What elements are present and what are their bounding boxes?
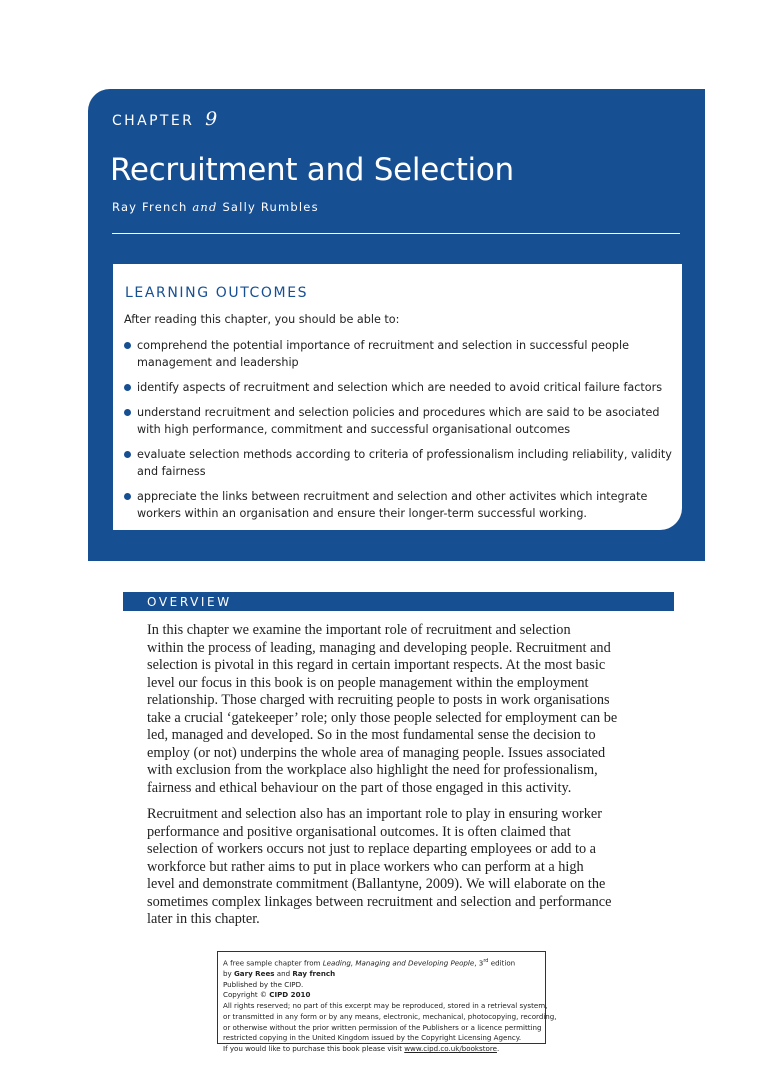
learning-outcome-item	[124, 379, 674, 396]
overview-line: In this chapter we examine the important role of recruitment and selection	[147, 622, 571, 638]
chapter-authors	[112, 200, 319, 214]
learning-outcomes-box	[113, 264, 682, 530]
chapter-number: 9	[205, 108, 218, 130]
overview-paragraph	[147, 622, 667, 797]
overview-line: relationship. Those charged with recruiting people to posts in work organisations	[147, 692, 610, 708]
footer-line-5: All rights reserved; no part of this excerpt may be reproduced, stored in a retrieval system,	[223, 1001, 548, 1011]
author-1: Ray French	[112, 200, 188, 214]
author-2: Sally Rumbles	[222, 200, 319, 214]
learning-outcome-line: identify aspects of recruitment and selection which are needed to avoid critical failure factors	[137, 381, 663, 394]
overview-paragraph	[147, 806, 667, 929]
overview-line: level our focus in this book is on people management within the employment	[147, 674, 589, 691]
overview-bar	[123, 592, 674, 611]
bullet-icon	[124, 493, 131, 500]
overview-line: workforce but rather aims to put in place workers who can perform at a high	[147, 858, 584, 875]
footer-line-4: Copyright © CIPD 2010	[223, 990, 311, 1000]
footer-line-2: by Gary Rees and Ray french	[223, 969, 336, 979]
chapter-title: Recruitment and Selection	[110, 152, 514, 188]
overview-line: sometimes complex linkages between recruitment and selection and performance	[147, 893, 612, 910]
bullet-icon	[124, 451, 131, 458]
overview-line: with exclusion from the workplace also highlight the need for professionalism,	[147, 762, 598, 778]
learning-outcome-line: workers within an organisation and ensure their longer-term successful working.	[137, 507, 587, 520]
bookstore-link[interactable]: www.cipd.co.uk/bookstore	[404, 1043, 497, 1053]
bullet-icon	[124, 384, 131, 391]
learning-outcome-item	[124, 488, 674, 522]
chapter-word: CHAPTER	[112, 113, 195, 129]
copyright-notice-box	[217, 951, 557, 1053]
learning-outcome-item	[124, 404, 674, 438]
title-divider	[112, 233, 680, 234]
overview-line: take a crucial ‘gatekeeper’ role; only those people selected for employment can be	[147, 709, 618, 726]
overview-line: performance and positive organisational outcomes. It is often claimed that	[147, 823, 571, 840]
chapter-label	[112, 108, 217, 130]
learning-outcome-item	[124, 446, 674, 480]
learning-outcome-line: with high performance, commitment and successful organisational outcomes	[137, 423, 571, 436]
footer-line-8: restricted copying in the United Kingdom issued by the Copyright Licensing Agency.	[223, 1033, 522, 1043]
learning-outcome-line: understand recruitment and selection policies and procedures which are said to be asociated	[137, 406, 660, 419]
overview-line: selection is pivotal in this regard in certain important respects. At the most basic	[147, 657, 606, 673]
learning-outcomes-intro: After reading this chapter, you should be able to:	[124, 313, 400, 326]
learning-outcomes-heading: LEARNING OUTCOMES	[125, 285, 309, 301]
learning-outcome-item	[124, 337, 674, 371]
overview-heading: OVERVIEW	[147, 595, 232, 609]
overview-line: Recruitment and selection also has an important role to play in ensuring worker	[147, 806, 602, 822]
learning-outcomes-list	[124, 337, 674, 530]
learning-outcome-line: and fairness	[137, 465, 206, 478]
footer-line-1: A free sample chapter from Leading, Managing and Developing People, 3rd edition	[223, 958, 516, 968]
author-conjunction: and	[192, 200, 218, 214]
learning-outcome-line: evaluate selection methods according to criteria of professionalism including reliability, validity	[137, 448, 672, 461]
overview-line: employ (or not) underpins the whole area of managing people. Issues associated	[147, 744, 606, 761]
overview-line: later in this chapter.	[147, 911, 260, 927]
learning-outcome-line: comprehend the potential importance of recruitment and selection in successful people	[137, 339, 629, 352]
learning-outcome-line: appreciate the links between recruitment and selection and other activites which integrate	[137, 490, 648, 503]
overview-line: level and demonstrate commitment (Ballantyne, 2009). We will elaborate on the	[147, 876, 606, 892]
footer-line-3: Published by the CIPD.	[223, 979, 304, 989]
bullet-icon	[124, 342, 131, 349]
footer-line-7: or otherwise without the prior written permission of the Publishers or a licence permitting	[223, 1022, 542, 1032]
footer-line-9: If you would like to purchase this book please visit www.cipd.co.uk/bookstore.	[223, 1043, 500, 1053]
overview-body	[147, 622, 667, 938]
overview-line: led, managed and developed. So in the most fundamental sense the decision to	[147, 727, 596, 743]
overview-line: within the process of leading, managing and developing people. Recruitment and	[147, 639, 611, 656]
bullet-icon	[124, 409, 131, 416]
overview-line: fairness and ethical behaviour on the part of those engaged in this activity.	[147, 779, 572, 796]
footer-line-6: or transmitted in any form or by any means, electronic, mechanical, photocopying, recording,	[223, 1011, 557, 1021]
learning-outcome-line: management and leadership	[137, 356, 299, 369]
overview-line: selection of workers occurs not just to replace departing employees or add to a	[147, 841, 597, 857]
